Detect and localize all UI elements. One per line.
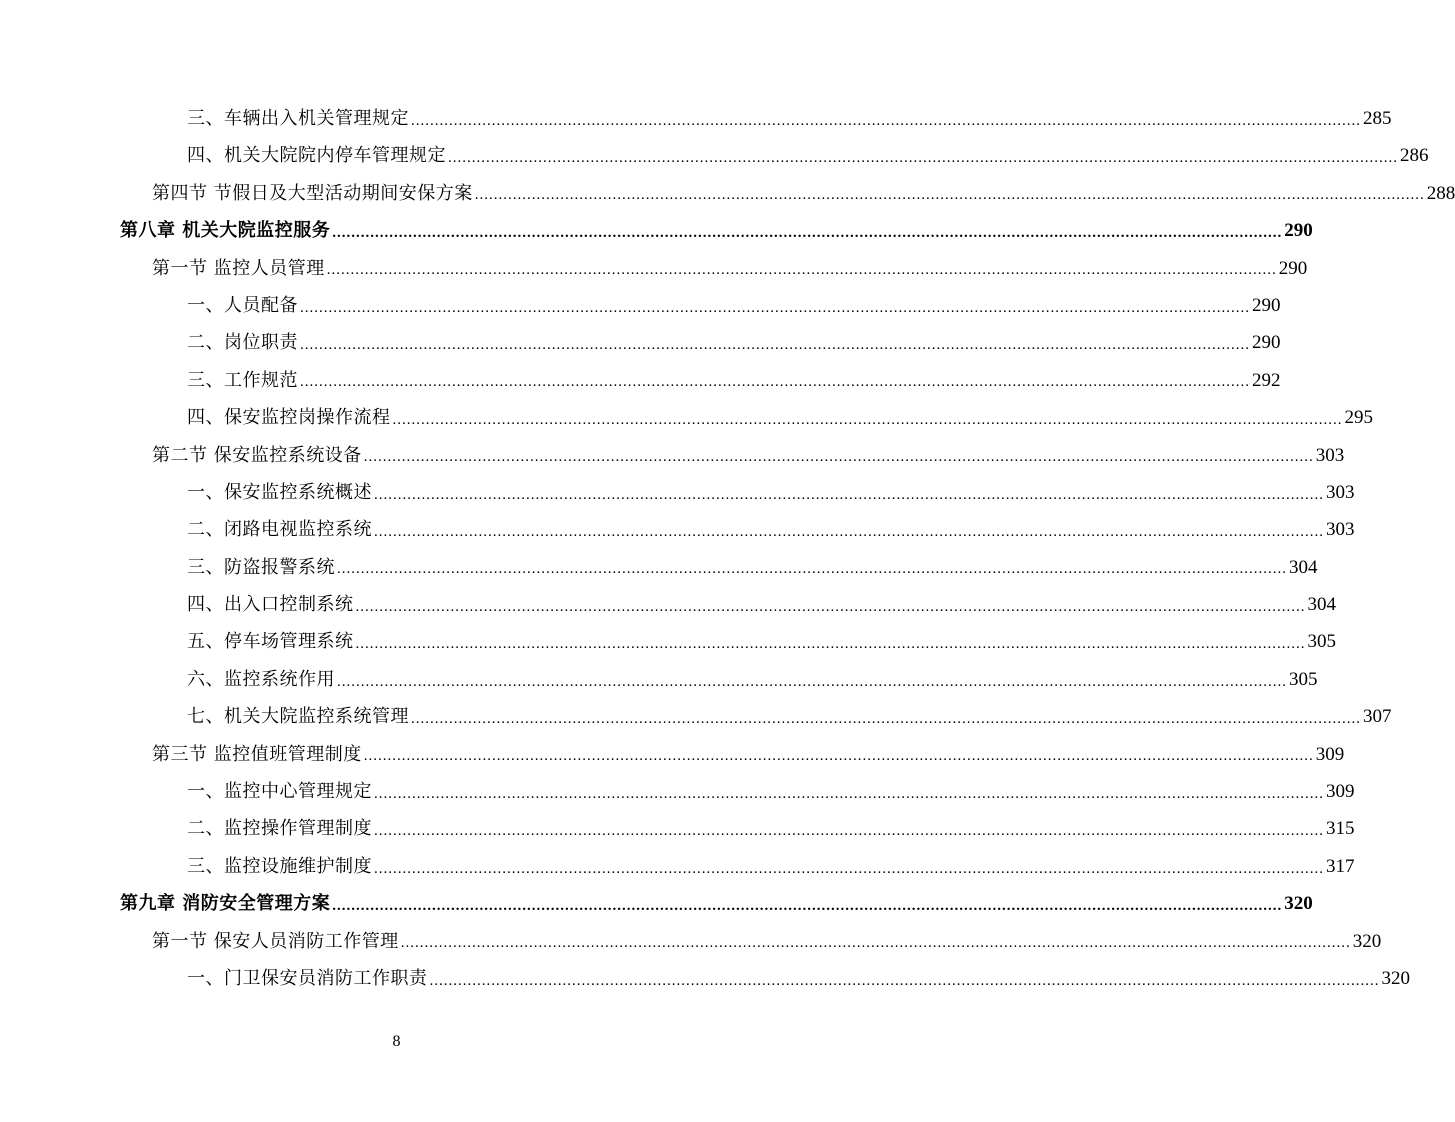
toc-entry-title: 第三节 监控值班管理制度: [152, 743, 362, 765]
toc-entry-page: 286: [1400, 145, 1429, 167]
toc-entry-page: 303: [1315, 444, 1345, 466]
toc-dot-leader: ........................................................................................................................................................................................................: [411, 710, 1361, 727]
toc-entry-title: 第九章 消防安全管理方案: [120, 893, 331, 915]
toc-entry-page: 295: [1344, 407, 1373, 429]
toc-dot-leader: ........................................................................................................................................................................................................: [300, 337, 1250, 354]
toc-entry-page: 303: [1326, 519, 1355, 541]
toc-dot-leader: ........................................................................................................................................................................................................: [332, 224, 1283, 241]
toc-dot-leader: ........................................................................................................................................................................................................: [374, 523, 1324, 540]
table-of-contents: [0, 100, 1455, 997]
toc-entry-title: 一、人员配备: [187, 294, 298, 316]
toc-entry-title: 三、车辆出入机关管理规定: [187, 108, 409, 129]
toc-dot-leader: ........................................................................................................................................................................................................: [363, 748, 1314, 765]
toc-dot-leader: ........................................................................................................................................................................................................: [374, 823, 1324, 840]
page-number: 8: [392, 1033, 401, 1050]
toc-entry-title: 一、监控中心管理规定: [187, 781, 372, 803]
toc-dot-leader: ........................................................................................................................................................................................................: [300, 299, 1250, 316]
toc-entry-page: 320: [1284, 893, 1313, 915]
toc-dot-leader: ........................................................................................................................................................................................................: [429, 972, 1380, 989]
toc-entry-title: 二、监控操作管理制度: [187, 818, 372, 840]
toc-dot-leader: ........................................................................................................................................................................................................: [337, 561, 1287, 578]
toc-item-row[interactable]: [0, 810, 1355, 847]
toc-entry-title: 一、门卫保安员消防工作职责: [187, 967, 428, 989]
toc-entry-page: 290: [1252, 294, 1281, 316]
toc-item-row[interactable]: [0, 661, 1318, 698]
toc-entry-title: 四、出入口控制系统: [187, 594, 354, 616]
toc-item-row[interactable]: [0, 773, 1355, 810]
toc-entry-page: 309: [1326, 781, 1355, 803]
toc-entry-title: 六、监控系统作用: [187, 668, 335, 690]
toc-item-row[interactable]: [0, 960, 1410, 997]
toc-entry-title: 第四节 节假日及大型活动期间安保方案: [152, 182, 473, 204]
toc-entry-page: 317: [1326, 855, 1355, 877]
toc-chapter-row[interactable]: [0, 212, 1313, 249]
toc-dot-leader: ........................................................................................................................................................................................................: [374, 486, 1324, 503]
toc-entry-page: 303: [1326, 481, 1355, 503]
toc-entry-title: 三、防盗报警系统: [187, 556, 335, 578]
toc-entry-page: 305: [1289, 668, 1318, 690]
toc-entry-page: 290: [1252, 332, 1281, 354]
toc-item-row[interactable]: [0, 623, 1336, 660]
toc-entry-title: 三、监控设施维护制度: [187, 855, 372, 877]
toc-entry-page: 305: [1307, 631, 1336, 653]
toc-item-row[interactable]: [0, 586, 1336, 623]
toc-dot-leader: ........................................................................................................................................................................................................: [448, 150, 1398, 167]
toc-dot-leader: ........................................................................................................................................................................................................: [326, 262, 1277, 279]
toc-entry-page: 304: [1289, 556, 1318, 578]
toc-entry-page: 309: [1315, 743, 1345, 765]
toc-section-row[interactable]: [0, 437, 1345, 474]
toc-section-row[interactable]: [0, 250, 1308, 287]
toc-entry-title: 三、工作规范: [187, 369, 298, 391]
toc-entry-page: 304: [1307, 594, 1336, 616]
toc-entry-title: 一、保安监控系统概述: [187, 481, 372, 503]
toc-chapter-row[interactable]: [0, 885, 1313, 922]
toc-entry-title: 四、保安监控岗操作流程: [187, 407, 391, 429]
toc-item-row[interactable]: [0, 287, 1281, 324]
toc-dot-leader: ........................................................................................................................................................................................................: [355, 636, 1306, 653]
toc-entry-title: 四、机关大院院内停车管理规定: [187, 145, 446, 167]
toc-dot-leader: ........................................................................................................................................................................................................: [332, 897, 1283, 914]
toc-entry-title: 第八章 机关大院监控服务: [120, 220, 331, 242]
toc-entry-page: 288: [1426, 182, 1455, 204]
toc-dot-leader: ........................................................................................................................................................................................................: [374, 860, 1324, 877]
toc-dot-leader: ........................................................................................................................................................................................................: [392, 411, 1343, 428]
toc-item-row[interactable]: [0, 848, 1355, 885]
toc-entry-title: 五、停车场管理系统: [187, 631, 354, 653]
toc-entry-page: 320: [1352, 930, 1382, 952]
toc-item-row[interactable]: [0, 324, 1281, 361]
toc-entry-page: 290: [1284, 220, 1313, 242]
toc-entry-page: 315: [1326, 818, 1355, 840]
toc-entry-page: 285: [1363, 108, 1392, 129]
toc-dot-leader: ........................................................................................................................................................................................................: [337, 673, 1287, 690]
toc-dot-leader: ........................................................................................................................................................................................................: [411, 112, 1361, 129]
toc-entry-title: 二、闭路电视监控系统: [187, 519, 372, 541]
toc-entry-page: 292: [1252, 369, 1281, 391]
toc-entry-title: 第二节 保安监控系统设备: [152, 444, 362, 466]
toc-entry-title: 二、岗位职责: [187, 332, 298, 354]
toc-item-row[interactable]: [0, 100, 1392, 137]
toc-section-row[interactable]: [0, 175, 1455, 212]
toc-entry-page: 320: [1381, 967, 1410, 989]
toc-dot-leader: ........................................................................................................................................................................................................: [363, 449, 1314, 466]
toc-entry-title: 第一节 保安人员消防工作管理: [152, 930, 399, 952]
toc-entry-page: 290: [1278, 257, 1308, 279]
toc-item-row[interactable]: [0, 137, 1429, 174]
toc-dot-leader: ........................................................................................................................................................................................................: [474, 187, 1425, 204]
toc-section-row[interactable]: [0, 736, 1345, 773]
toc-section-row[interactable]: [0, 923, 1382, 960]
toc-entry-title: 七、机关大院监控系统管理: [187, 706, 409, 728]
toc-entry-page: 307: [1363, 706, 1392, 728]
toc-dot-leader: ........................................................................................................................................................................................................: [400, 935, 1351, 952]
toc-entry-title: 第一节 监控人员管理: [152, 257, 325, 279]
toc-dot-leader: ........................................................................................................................................................................................................: [300, 374, 1250, 391]
toc-item-row[interactable]: [0, 549, 1318, 586]
toc-dot-leader: ........................................................................................................................................................................................................: [355, 598, 1306, 615]
toc-item-row[interactable]: [0, 698, 1392, 735]
toc-item-row[interactable]: [0, 511, 1355, 548]
toc-dot-leader: ........................................................................................................................................................................................................: [374, 785, 1324, 802]
toc-item-row[interactable]: [0, 399, 1373, 436]
toc-item-row[interactable]: [0, 474, 1355, 511]
toc-item-row[interactable]: [0, 362, 1281, 399]
